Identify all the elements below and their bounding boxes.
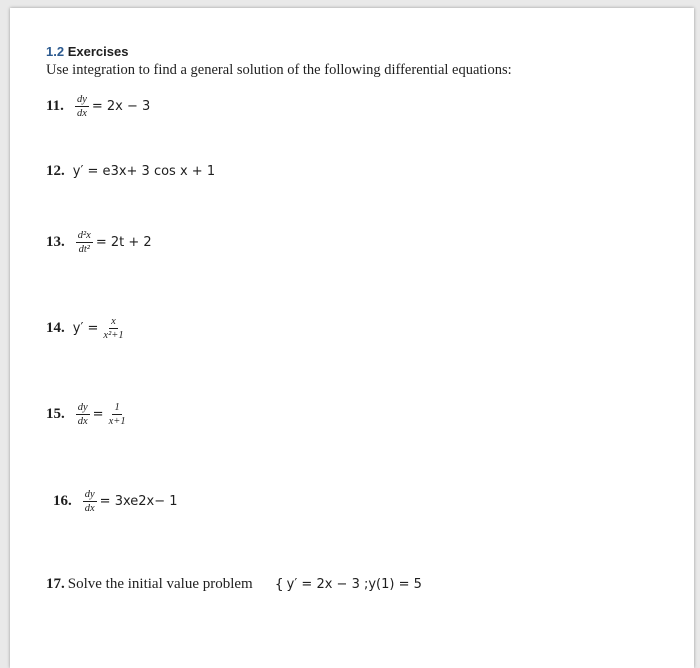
problem-14 <box>46 316 129 341</box>
problem-12 <box>46 163 215 180</box>
fraction-numerator: dy <box>75 94 89 107</box>
fraction-numerator: d²x <box>76 230 93 243</box>
equation-lhs: y′ = <box>72 321 99 337</box>
fraction-numerator: 1 <box>112 402 121 415</box>
worksheet-page <box>10 8 694 668</box>
equation-rhs: = 2x − 3 <box>91 99 151 115</box>
equation-rhs: + 3 cos x + 1 <box>126 164 216 179</box>
section-title: Exercises <box>67 44 129 59</box>
problem-text: Solve the initial value problem <box>67 576 253 592</box>
exponent: 3x <box>110 164 127 179</box>
fraction-numerator: dy <box>76 402 90 415</box>
equation-rhs: = 3xe <box>99 494 139 510</box>
fraction-denominator: dx <box>84 503 95 515</box>
fraction-numerator: x <box>109 316 118 329</box>
rhs-fraction <box>107 402 128 427</box>
fraction-denominator: x²+1 <box>103 330 124 342</box>
derivative-fraction <box>75 94 89 119</box>
equation-lhs: y′ = e <box>72 164 111 179</box>
equation-rhs-tail: − 1 <box>154 494 178 510</box>
problem-17 <box>46 576 422 593</box>
problem-number: 11. <box>46 98 64 115</box>
derivative-fraction <box>76 230 93 255</box>
fraction-denominator: dt² <box>78 244 90 256</box>
equation-rhs: = 2t + 2 <box>95 235 152 251</box>
fraction-denominator: x+1 <box>108 416 126 428</box>
instruction-text: Use integration to find a general solution of the following differential equations: <box>46 62 512 78</box>
exponent: 2x <box>138 494 155 510</box>
derivative-fraction <box>83 489 97 514</box>
brace-symbol: { <box>274 576 284 593</box>
problem-16 <box>53 489 178 514</box>
problem-15 <box>46 402 131 427</box>
ivp-equation: y′ = 2x − 3 ;y(1) = 5 <box>286 577 422 592</box>
section-heading <box>46 44 128 59</box>
equals-sign: = <box>92 407 104 423</box>
problem-number: 17. <box>46 576 65 592</box>
fraction-denominator: dx <box>77 416 88 428</box>
problem-number: 14. <box>46 320 65 337</box>
section-number: 1.2 <box>46 44 65 59</box>
fraction-denominator: dx <box>76 108 87 120</box>
problem-11 <box>46 94 150 119</box>
problem-number: 12. <box>46 163 65 179</box>
rhs-fraction <box>101 316 125 341</box>
problem-number: 16. <box>53 493 72 510</box>
fraction-numerator: dy <box>83 489 97 502</box>
problem-13 <box>46 230 152 255</box>
problem-number: 13. <box>46 234 65 251</box>
problem-number: 15. <box>46 406 65 423</box>
derivative-fraction <box>76 402 90 427</box>
